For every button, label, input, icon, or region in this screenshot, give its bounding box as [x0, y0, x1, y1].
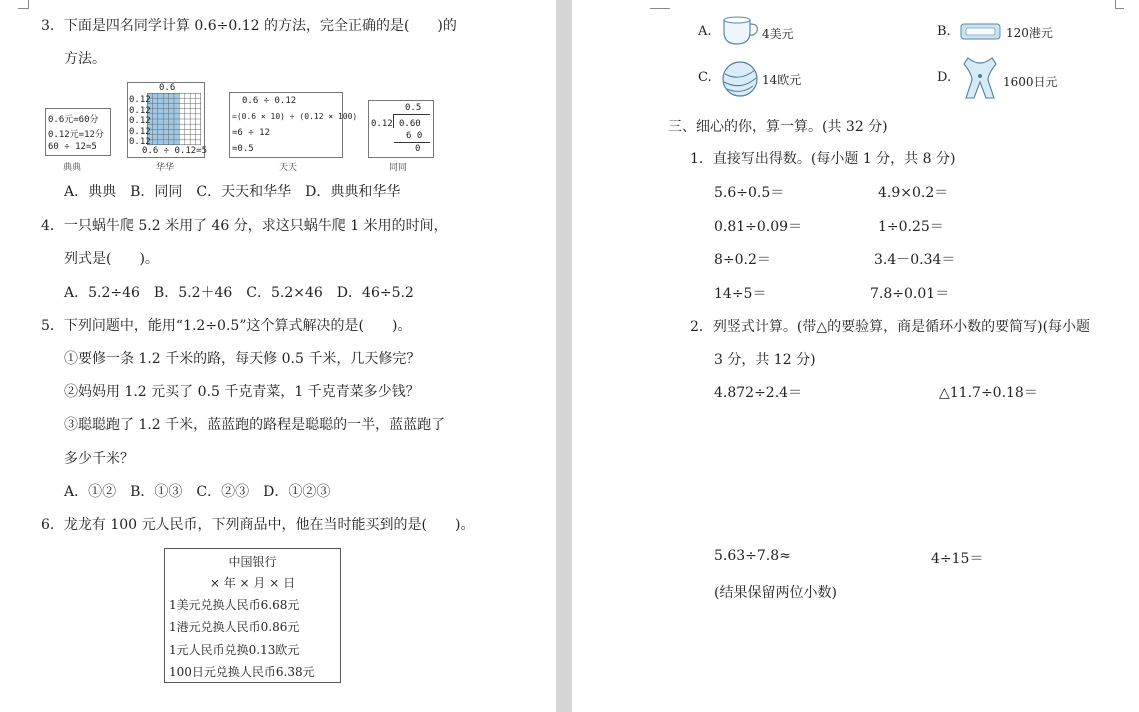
- subtraction-bar: [394, 142, 430, 143]
- tongtong-product: 6 0: [406, 131, 423, 141]
- part1-title: 1．直接写出得数。(每小题 1 分，共 8 分): [690, 151, 956, 167]
- teacup-icon: [720, 14, 762, 48]
- bank-rate: 1港元兑换人民币0.86元: [169, 620, 300, 634]
- q3-line1: 3．下面是四名同学计算 0.6÷0.12 的方法，完全正确的是( )的: [41, 18, 457, 34]
- tongtong-figure: [368, 100, 434, 158]
- calc-item: 0.81÷0.09＝: [714, 219, 803, 235]
- tongtong-name: 同同: [389, 163, 408, 173]
- tiantian-line: =(0.6 × 10) ÷ (0.12 × 100): [232, 112, 358, 121]
- right-page: [572, 0, 1139, 712]
- tiantian-line: =6 ÷ 12: [232, 128, 270, 138]
- long-division-item: 5.63÷7.8≈: [714, 548, 791, 564]
- bank-rate: 1美元兑换人民币6.68元: [169, 598, 300, 612]
- goods-b-price: 120港元: [1006, 26, 1053, 40]
- calc-item: 1÷0.25＝: [878, 219, 944, 235]
- page-gutter: [556, 0, 572, 712]
- bank-rate: 1元人民币兑换0.13欧元: [169, 643, 300, 657]
- long-division-item: 4÷15＝: [931, 551, 984, 567]
- q4-line2: 列式是( )。: [64, 251, 159, 267]
- tiantian-name: 天天: [279, 163, 298, 173]
- tongtong-quotient: 0.5: [405, 103, 422, 113]
- long-division-item: 4.872÷2.4＝: [714, 385, 803, 401]
- q6-line1: 6．龙龙有 100 元人民币，下列商品中，他在当时能买到的是( )。: [41, 517, 475, 533]
- calc-item: 3.4－0.34＝: [874, 252, 956, 268]
- division-bracket: [393, 114, 394, 128]
- goods-c-price: 14欧元: [762, 73, 802, 87]
- calc-item: 4.9×0.2＝: [878, 185, 949, 201]
- q3-options: A．典典 B．同同 C．天天和华华 D．典典和华华: [64, 184, 401, 200]
- tongtong-dividend: 0.60: [399, 119, 421, 129]
- goods-b-letter: B.: [937, 24, 951, 39]
- calc-item: 5.6÷0.5＝: [714, 185, 785, 201]
- long-division-item: △11.7÷0.18＝: [939, 385, 1038, 401]
- goods-a-letter: A.: [698, 24, 712, 39]
- tiantian-figure: [229, 92, 358, 158]
- pencil-case-icon: [960, 22, 1002, 42]
- huahua-equation: 0.6 ÷ 0.12=5: [142, 146, 208, 156]
- huahua-top-label: 0.6: [159, 83, 176, 93]
- q4-options: A．5.2÷46 B．5.2＋46 C．5.2×46 D．46÷5.2: [64, 285, 414, 301]
- calc-item: 14÷5＝: [714, 286, 767, 302]
- row-label: 0.12: [129, 126, 151, 137]
- bank-date: × 年 × 月 × 日: [209, 576, 296, 590]
- tongtong-remainder: 0: [415, 144, 421, 154]
- goods-d-letter: D.: [937, 70, 952, 85]
- ball-icon: [720, 60, 762, 98]
- goods-a-price: 4美元: [762, 27, 794, 41]
- q5-options: A．①② B．①③ C．②③ D．①②③: [64, 484, 331, 500]
- tiantian-line: =0.5: [232, 144, 254, 154]
- row-label: 0.12: [129, 95, 151, 105]
- diandian-line: 60 ÷ 12=5: [48, 142, 97, 152]
- crop-mark: [1115, 0, 1124, 9]
- rounding-note: (结果保留两位小数): [714, 585, 837, 601]
- diandian-name: 典典: [63, 163, 82, 173]
- calc-item: 7.8÷0.01＝: [870, 286, 950, 302]
- row-label: 0.12: [129, 137, 151, 147]
- q5-item3: ③聪聪跑了 1.2 千米，蓝蓝跑的路程是聪聪的一半，蓝蓝跑了: [64, 417, 446, 433]
- diandian-line: 0.12元=12分: [48, 130, 104, 140]
- tiantian-line: 0.6 ÷ 0.12: [242, 96, 297, 106]
- part2-title: 2．列竖式计算。(带△的要验算，商是循环小数的要简写)(每小题: [690, 319, 1091, 335]
- section3-title: 三、细心的你，算一算。(共 32 分): [668, 119, 888, 135]
- goods-d-price: 1600日元: [1003, 75, 1058, 89]
- bank-rate: 100日元兑换人民币6.38元: [169, 665, 315, 679]
- calc-item: 8÷0.2＝: [714, 252, 771, 268]
- bank-title: 中国银行: [228, 555, 277, 569]
- huahua-figure: [127, 82, 208, 158]
- crop-mark: [650, 0, 670, 9]
- scarf-icon: [960, 54, 1000, 102]
- diandian-line: 0.6元=60分: [48, 115, 99, 125]
- q5-item2: ②妈妈用 1.2 元买了 0.5 千克青菜，1 千克青菜多少钱？: [64, 384, 420, 400]
- goods-c-letter: C.: [698, 70, 712, 85]
- huahua-name: 华华: [156, 163, 175, 173]
- row-label: 0.12: [129, 105, 151, 116]
- q5-item1: ①要修一条 1.2 千米的路，每天修 0.5 千米，几天修完？: [64, 351, 421, 367]
- part2-title-cont: 3 分，共 12 分): [714, 352, 816, 368]
- q3-line2: 方法。: [64, 51, 106, 67]
- diandian-figure: [45, 108, 111, 156]
- tongtong-divisor: 0.12: [371, 119, 393, 129]
- q4-line1: 4．一只蜗牛爬 5.2 米用了 46 分，求这只蜗牛爬 1 米用的时间，: [41, 218, 448, 234]
- crop-mark: [18, 0, 29, 9]
- division-bar: [394, 114, 430, 115]
- huahua-row-labels: [129, 95, 151, 148]
- q5-line1: 5．下列问题中，能用“1.2÷0.5”这个算式解决的是( )。: [41, 318, 412, 334]
- row-label: 0.12: [129, 116, 151, 126]
- q5-item3-cont: 多少千米？: [64, 451, 134, 467]
- left-page: [0, 0, 556, 712]
- hundred-grid: [147, 93, 201, 145]
- bank-rate-box: [164, 548, 341, 683]
